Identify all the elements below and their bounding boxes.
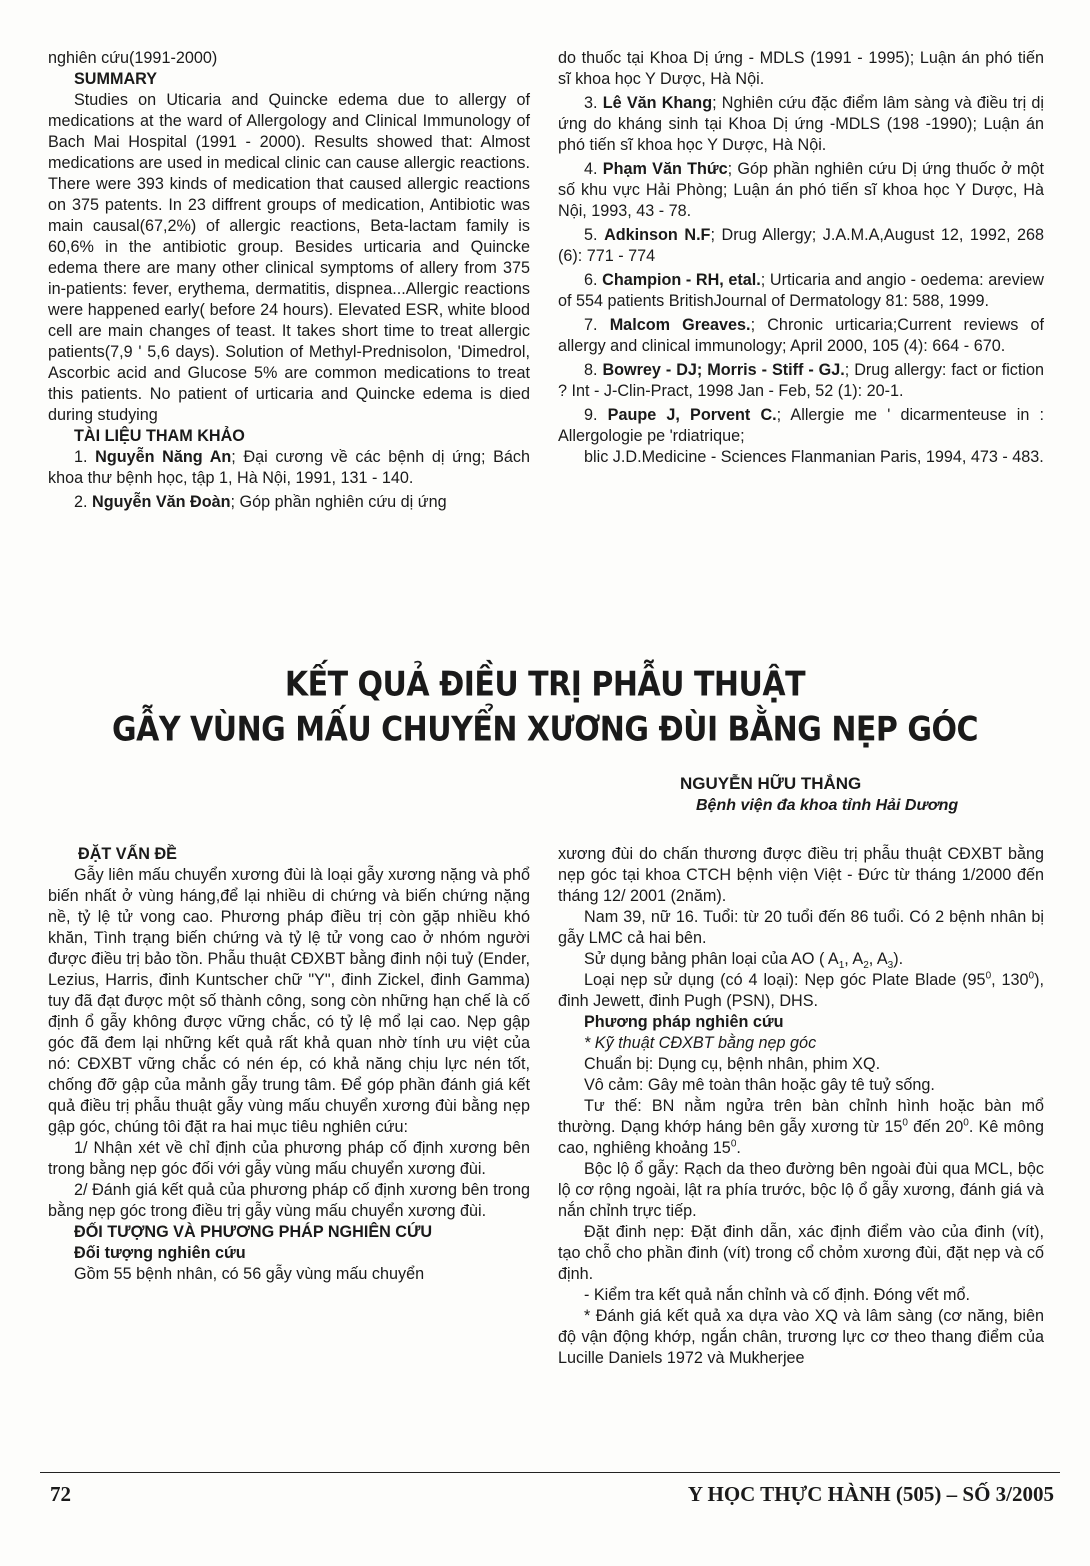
article-title-line-1: KẾT QUẢ ĐIỀU TRỊ PHẪU THUẬT xyxy=(284,665,806,705)
technique-heading: * Kỹ thuật CĐXBT bằng nẹp góc xyxy=(584,1034,817,1052)
top-right-column xyxy=(558,48,1044,468)
nail-plate-placement: Đặt đinh nẹp: Đặt đinh dẫn, xác định điểm vào của đinh (vít), tạo chỗ cho phần đinh (vít) trong cổ chỏm xương đùi, đặt nẹp và cố định. xyxy=(558,1223,1044,1283)
summary-heading: SUMMARY xyxy=(74,70,158,88)
reference-1: 1. Nguyễn Năng An; Đại cương về các bệnh dị ứng; Bách khoa thư bệnh học, tập 1, Hà Nội, 1991, 131 - 140. xyxy=(48,448,530,487)
subjects-paragraph: Gồm 55 bệnh nhân, có 56 gẫy vùng mấu chuyển xyxy=(74,1265,425,1283)
intro-paragraph: Gẫy liên mấu chuyển xương đùi là loại gẫy xương nặng và phổ biến nhất ở vùng háng,để lại nhiều di chứng và biến chứng nặng nề, tỷ lệ tử vong cao. Phương pháp điều trị còn gặp nhiều khó khăn, Tình trạng biến chứng và tỷ lệ tử vong cao ở nhóm người được điều trị bảo tồn. Phẫu thuật CĐXBT bằng đinh nội tuỷ (Ender, Lezius, Harris, đinh Kuntscher chữ "Y", đinh Zickel, đinh Gamma) tuy đã đạt được một số thành công, song còn những hạn chế là cố định ổ gẫy không được vững chắc, có tỷ lệ mổ lại cao. Nẹp gập góc đã đem lại những kết quả rất khả quan nhờ tính ưu việt của nó: CĐXBT vững chắc có nén ép, có khả năng chịu lực nén tốt, chống đỡ gập của mảnh gẫy trung tâm. Để góp phần đánh giá kết quả điều trị phẫu thuật gẫy vùng mấu chuyển xương đùi bằng nẹp gập góc, chúng tôi đặt ra hai mục tiêu nghiên cứu: xyxy=(48,866,530,1136)
reference-2: 2. Nguyễn Văn Đoàn; Góp phần nghiên cứu dị ứng xyxy=(74,493,447,511)
reference-6: 6. Champion - RH, etal.; Urticaria and angio - oedema: areview of 554 patients BritishJournal of Dermatology 81: 588, 1999. xyxy=(558,271,1044,310)
author-block xyxy=(680,773,1010,817)
anesthesia: Vô cảm: Gây mê toàn thân hoặc gây tê tuỷ sống. xyxy=(584,1076,935,1094)
top-left-column xyxy=(48,48,530,516)
subjects-continued: xương đùi do chấn thương được điều trị phẫu thuật CĐXBT bằng nẹp góc tại khoa CTCH bệnh viện Việt - Đức từ tháng 1/2000 đến tháng 12/ 2001 (2năm). xyxy=(558,845,1044,905)
goal-2: 2/ Đánh giá kết quả của phương pháp cố định xương bên trong bằng nẹp góc trong điều trị gẫy vùng mấu chuyển xương đùi. xyxy=(48,1181,530,1220)
reference-9-continued: blic J.D.Medicine - Sciences Flanmanian Paris, 1994, 473 - 483. xyxy=(584,448,1044,466)
bottom-left-column xyxy=(48,844,530,1285)
preparation: Chuẩn bị: Dụng cụ, bệnh nhân, phim XQ. xyxy=(584,1055,881,1073)
evaluation: * Đánh giá kết quả xa dựa vào XQ và lâm sàng (cơ năng, biên độ vận động khớp, ngắn chân, trương lực cơ theo thang điểm của Lucille Daniels 1972 và Mukherjee xyxy=(558,1307,1044,1367)
goal-1: 1/ Nhận xét về chỉ định của phương pháp cố định xương bên trong bằng nẹp góc đối với gẫy vùng mấu chuyển xương đùi. xyxy=(48,1139,530,1178)
reference-7: 7. Malcom Greaves.; Chronic urticaria;Current reviews of allergy and clinical immunology; April 2000, 105 (4): 664 - 670. xyxy=(558,316,1044,355)
bottom-right-column xyxy=(558,844,1044,1369)
reference-2-continued: do thuốc tại Khoa Dị ứng - MDLS (1991 - 1995); Luận án phó tiến sĩ khoa học Y Dược, Hà Nội. xyxy=(558,49,1044,88)
patient-stats: Nam 39, nữ 16. Tuổi: từ 20 tuổi đến 86 tuổi. Có 2 bệnh nhân bị gẫy LMC cả hai bên. xyxy=(558,908,1044,947)
fracture-exposure: Bộc lộ ổ gẫy: Rạch da theo đường bên ngoài đùi qua MCL, bộc lộ cơ rộng ngoài, lật ra phía trước, bộc lộ ổ gẫy xương, đánh giá và nắn chỉnh trực tiếp. xyxy=(558,1160,1044,1220)
reference-9: 9. Paupe J, Porvent C.; Allergie me ' dicarmenteuse in : Allergologie pe 'rdiatrique; xyxy=(558,406,1045,445)
reference-5: 5. Adkinson N.F; Drug Allergy; J.A.M.A,August 12, 1992, 268 (6): 771 - 774 xyxy=(558,226,1044,265)
check-and-close: - Kiểm tra kết quả nắn chỉnh và cố định. Đóng vết mổ. xyxy=(584,1286,971,1304)
reference-4: 4. Phạm Văn Thức; Góp phần nghiên cứu Dị ứng thuốc ở một số khu vực Hải Phòng; Luận án phó tiến sĩ khoa học Y Dược, Hà Nội, 1993, 43 - 78. xyxy=(558,160,1045,220)
reference-3: 3. Lê Văn Khang; Nghiên cứu đặc điểm lâm sàng và điều trị dị ứng do kháng sinh tại Khoa Dị ứng -MDLS (198 -1990); Luận án phó tiến sĩ khoa học Y Dược, Hà Nội. xyxy=(558,94,1045,154)
journal-name: Y HỌC THỰC HÀNH (505) – SỐ 3/2005 xyxy=(687,1482,1054,1506)
plate-types: Loại nẹp sử dụng (có 4 loại): Nẹp góc Plate Blade ($95^0$, $130^0$), đinh Jewett, đinh Pugh (PSN), DHS. xyxy=(558,970,1044,1010)
author-affiliation: Bệnh viện đa khoa tỉnh Hải Dương xyxy=(696,797,959,814)
continued-text: nghiên cứu(1991-2000) xyxy=(48,49,218,67)
article-title-line-2: GẪY VÙNG MẤU CHUYỂN XƯƠNG ĐÙI BẰNG NẸP GÓC xyxy=(111,710,978,750)
intro-heading: ĐẶT VẤN ĐỀ xyxy=(78,845,177,863)
method-heading: Phương pháp nghiên cứu xyxy=(584,1013,784,1031)
page-number: 72 xyxy=(50,1482,71,1506)
positioning: Tư thế: BN nằm ngửa trên bàn chỉnh hình hoặc bàn mổ thường. Dạng khớp háng bên gẫy xương từ $15^0$ đến $20^0$. Kê mông cao, nghiêng khoảng $15^0$. xyxy=(558,1097,1044,1157)
ao-classification: Sử dụng bảng phân loại của AO ( $A_1$, $A_2$, $A_3$). xyxy=(584,950,904,972)
article-title xyxy=(0,663,1090,753)
references-heading: TÀI LIỆU THAM KHẢO xyxy=(74,427,245,445)
methods-heading: ĐỐI TƯỢNG VÀ PHƯƠNG PHÁP NGHIÊN CỨU xyxy=(74,1223,433,1241)
reference-8: 8. Bowrey - DJ; Morris - Stiff - GJ.; Drug allergy: fact or fiction ? Int - J-Clin-Pract, 1998 Jan - Feb, 52 (1): 20-1. xyxy=(558,361,1044,400)
subjects-heading: Đối tượng nghiên cứu xyxy=(74,1244,246,1262)
summary-text: Studies on Uticaria and Quincke edema due to allergy of medications at the ward of Allergology and Clinical Immunology of Bach Mai Hospital (1991 - 2000). Results showed that: Almost medications are used in medical clinic can cause allergic reactions. There were 393 kinds of medication that caused allergic reactions on 375 patents. In 23 diffrent groups of medication, Antibiotic was main causal(67,2%) of allergic reactions, Beta-lactam family is 60,6% in the antibiotic group. Besides urticaria and Quincke edema there are many other clinical symptoms of allery from 375 in-patients: fever, erythema, dermatitis, dispnea...Allergic reactions were happened early( before 24 hours). Elevated ESR, white blood cell are main changes of teast. It takes short time to treat allergic patients(7,9 ' 5,6 days). Solution of Methyl-Prednisolon, 'Dimedrol, Ascorbic acid and Glucose 5% are common medications to treat this patients. No patient of urticaria and Quincke edema is died during studying xyxy=(48,91,530,424)
footer-rule xyxy=(40,1472,1060,1473)
author-name: NGUYỄN HỮU THẮNG xyxy=(680,774,862,793)
